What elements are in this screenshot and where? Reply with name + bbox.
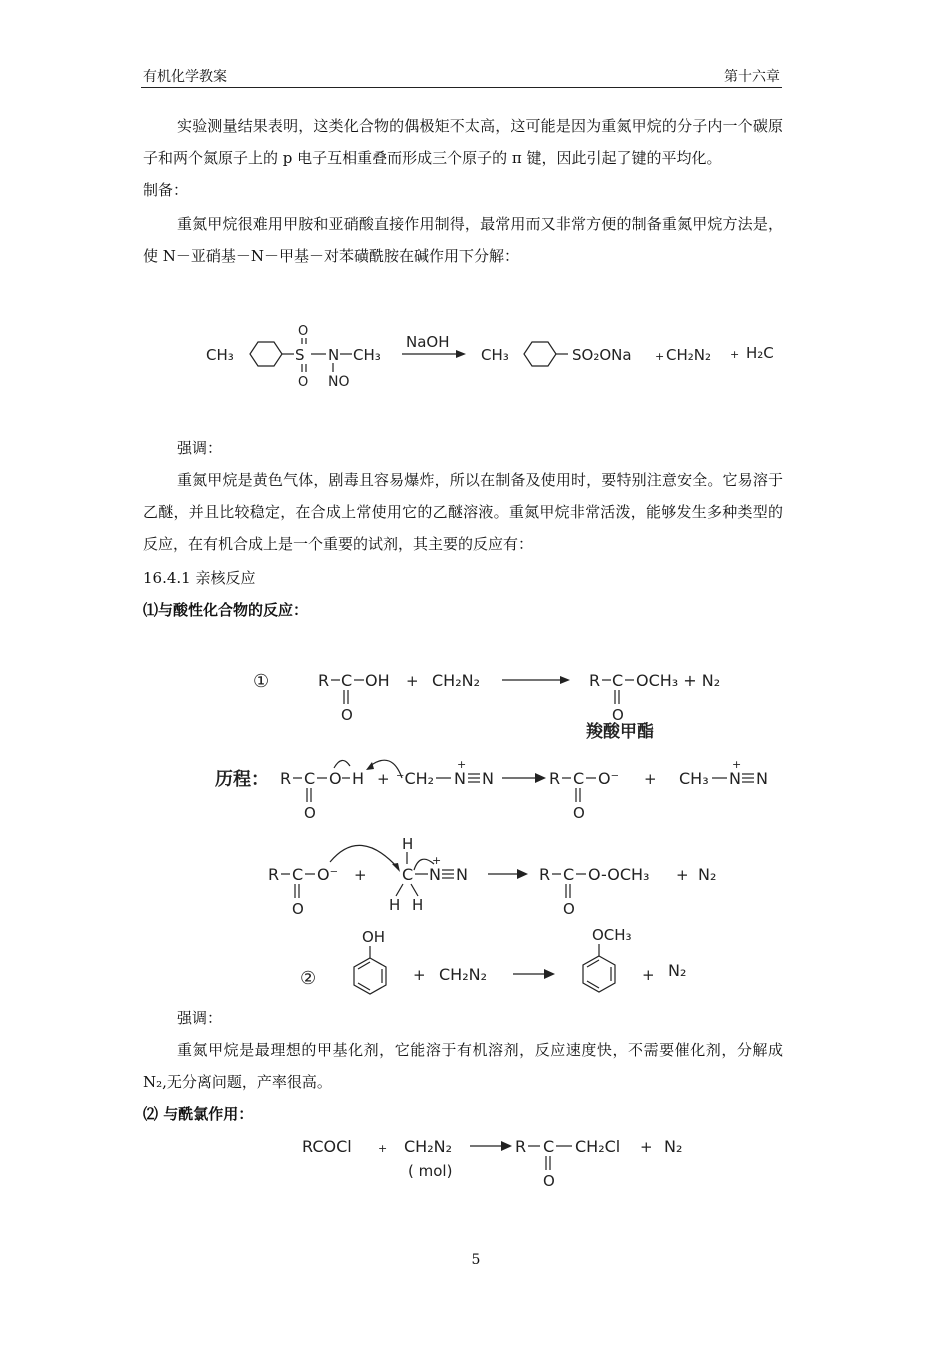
s5-n2: N₂ <box>668 961 687 980</box>
s6-carbon: C <box>543 1137 555 1156</box>
s6-plus: + <box>378 1142 388 1155</box>
s3-n-plus-2: N <box>729 769 741 788</box>
s1-plus-2: + <box>730 348 740 361</box>
s1-product-benzene-ring <box>524 342 556 366</box>
s1-plus-1: + <box>655 350 665 363</box>
s3-carboxylate-o: O⁻ <box>598 769 620 788</box>
svg-text:+: + <box>457 758 467 771</box>
s2-product-carbonyl-o: O <box>612 706 624 724</box>
s3-r: R <box>280 769 292 788</box>
scheme-mechanism-step1 <box>0 750 952 830</box>
s1-sulfur: S <box>295 346 305 364</box>
s2-product-rest: OCH₃ + N₂ <box>636 671 721 690</box>
s1-oxygen-bottom: O <box>298 375 309 390</box>
s3-n-plus: N <box>454 769 466 788</box>
s4-n2: N₂ <box>698 865 717 884</box>
s5-anisole-ring <box>583 956 615 992</box>
s3-label: 历程： <box>215 769 269 790</box>
s1-methyl: CH₃ <box>353 346 381 364</box>
paragraph-properties: 重氮甲烷是黄色气体，剧毒且容易爆炸，所以在制备及使用时，要特别注意安全。它易溶于乙醚，并且比较稳定，在合成上常使用它的乙醚溶液。重氮甲烷非常活泼，能够发生多种类型的反应，在有机合成上是一个重要的试剂，其主要的反应有： <box>143 471 783 553</box>
s4-product-carbon: C <box>563 865 575 884</box>
s2-product-r: R <box>589 671 601 690</box>
s6-carbonyl-o: O <box>543 1172 555 1190</box>
s2-product-name: 羧酸甲酯 <box>586 722 654 742</box>
scheme-phenol-methylation <box>0 918 952 1002</box>
s4-product-r: R <box>539 865 551 884</box>
header-rule <box>141 87 782 88</box>
paragraph-dipole: 实验测量结果表明，这类化合物的偶极矩不太高，这可能是因为重氮甲烷的分子内一个碳原子和两个氮原子上的 p 电子互相重叠而形成三个原子的 π 键，因此引起了键的平均化。 <box>143 117 783 167</box>
s5-plus-2: + <box>642 966 655 984</box>
s1-nitroso: NO <box>328 374 350 390</box>
s4-n-plus: N <box>429 865 441 884</box>
paragraph-methylating-agent: 重氮甲烷是最理想的甲基化剂，它能溶于有机溶剂，反应速度快，不需要催化剂，分解成 N₂,无分离问题，产率很高。 <box>143 1041 783 1091</box>
s1-product-h2o: H₂C <box>746 344 774 362</box>
s4-h-right: H <box>412 896 424 914</box>
s3-n: N <box>482 769 494 788</box>
s1-product-ch3: CH₃ <box>481 346 509 364</box>
s6-ch2cl: CH₂Cl <box>575 1137 621 1156</box>
s4-plus: + <box>354 866 367 884</box>
s4-product-ester: O-OCH₃ <box>588 865 650 884</box>
s6-r: R <box>515 1137 527 1156</box>
s1-benzene-ring <box>250 342 282 366</box>
paragraph-preparation: 重氮甲烷很难用甲胺和亚硝酸直接作用制得，最常用而又非常方便的制备重氮甲烷方法是，使 N－亚硝基－N－甲基－对苯磺酰胺在碱作用下分解： <box>143 215 783 265</box>
s6-rcocl: RCOCl <box>302 1137 352 1156</box>
s3-plus-2: + <box>644 770 657 788</box>
s1-ch3: CH₃ <box>206 346 234 364</box>
s5-diazomethane: CH₂N₂ <box>439 965 487 984</box>
s3-curved-arrow-1 <box>334 760 350 768</box>
subsection-acidic-compounds: ⑴与酸性化合物的反应： <box>143 601 309 619</box>
s4-carbon: C <box>292 865 304 884</box>
s4-carbonyl-o: O <box>292 900 304 918</box>
s3-methyl: CH₃ <box>679 769 709 788</box>
header-chapter: 第十六章 <box>724 69 780 85</box>
s3-product-r: R <box>549 769 561 788</box>
s4-curved-arrow-1 <box>330 845 398 868</box>
page-number: 5 <box>471 1252 481 1268</box>
s2-plus: + <box>406 672 419 690</box>
s2-diazomethane: CH₂N₂ <box>432 671 480 690</box>
s3-product-carbonyl-o: O <box>573 804 585 822</box>
scheme-preparation <box>0 300 952 400</box>
section-heading: 16.4.1 亲核反应 <box>143 569 256 587</box>
header-title: 有机化学教案 <box>143 69 227 85</box>
s2-product-carbon: C <box>612 671 624 690</box>
s6-n2: N₂ <box>664 1137 683 1156</box>
s5-methoxy: OCH₃ <box>592 926 632 944</box>
paragraph-emphasis-1: 强调： <box>177 439 223 457</box>
s3-n-2: N <box>756 769 768 788</box>
paragraph-emphasis-2: 强调： <box>177 1009 223 1027</box>
s6-mol: ( mol) <box>408 1162 453 1180</box>
s2-carbonyl-o: O <box>341 706 353 724</box>
s3-carbonyl-o: O <box>304 804 316 822</box>
svg-text:+: + <box>432 854 442 867</box>
s4-product-carbonyl-o: O <box>563 900 575 918</box>
s4-h-left: H <box>389 896 401 914</box>
s6-diazomethane: CH₂N₂ <box>404 1137 452 1156</box>
s2-number: ① <box>253 671 270 692</box>
s3-hydrogen: H <box>352 769 365 788</box>
s2-hydroxyl: OH <box>365 671 390 690</box>
s3-plus: + <box>377 770 390 788</box>
s3-ch2-anion: ⁻CH₂ <box>396 769 435 788</box>
s5-hydroxyl: OH <box>362 928 386 946</box>
paragraph-preparation-title: 制备： <box>143 181 189 199</box>
s2-carbon: C <box>341 671 353 690</box>
s5-plus: + <box>413 966 426 984</box>
s4-r: R <box>268 865 280 884</box>
scheme-acyl-chloride <box>0 1120 952 1200</box>
s1-oxygen-top: O <box>298 324 309 339</box>
s4-carboxylate-o: O⁻ <box>317 865 339 884</box>
s1-reagent-naoh: NaOH <box>406 333 450 351</box>
s2-r: R <box>318 671 330 690</box>
s6-plus-2: + <box>640 1138 653 1156</box>
s3-carbon: C <box>304 769 316 788</box>
s4-carbon-center: C <box>402 865 414 884</box>
s3-oxygen: O <box>329 769 342 788</box>
s1-product-so2ona: SO₂ONa <box>572 346 632 364</box>
svg-text:+: + <box>732 758 742 771</box>
scheme-mechanism-step2 <box>0 826 952 918</box>
s4-h-top: H <box>402 835 414 853</box>
s5-phenol-ring <box>354 958 386 994</box>
s1-product-ch2n2: CH₂N₂ <box>666 346 711 364</box>
s5-number: ② <box>300 968 317 989</box>
s1-nitrogen: N <box>328 346 340 364</box>
s3-product-carbon: C <box>573 769 585 788</box>
s4-plus-2: + <box>676 866 689 884</box>
subsection-acyl-chloride: ⑵ 与酰氯作用： <box>143 1105 254 1123</box>
scheme-acid-reaction <box>0 650 952 750</box>
s4-n: N <box>456 865 468 884</box>
